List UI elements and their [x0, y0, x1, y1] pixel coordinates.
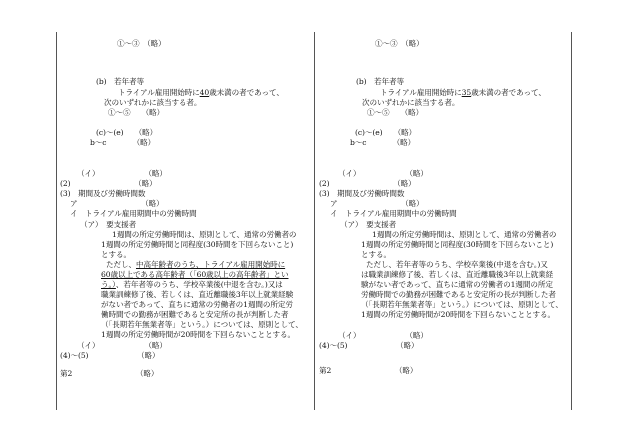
left-line-11: ア （略） [70, 199, 164, 208]
left-line-13: （ア） 要支援者 [80, 220, 137, 229]
left-line-01: ①～③ （略） [117, 39, 166, 48]
left-line-27: 第2 （略） [60, 369, 159, 378]
right-line-20: 労働時間での勤務が困難であると安定所の長が判断した者 [361, 290, 556, 299]
right-line-08: （イ） （略） [338, 169, 428, 178]
left-line-15: 1週間の所定労働時間と同程度(30時間を下回らないこと) [101, 240, 294, 249]
right-line-07: b～c （略） [350, 138, 416, 147]
right-line-03-a: トライアル雇用開始時に [380, 88, 462, 97]
left-line-03-a: トライアル雇用開始時に [118, 88, 200, 97]
left-line-06: (c)～(e) （略） [96, 128, 158, 137]
right-line-06: (c)～(e) （略） [355, 128, 417, 137]
right-line-16: とする。 [361, 250, 391, 259]
right-line-11: ア （略） [330, 199, 424, 208]
left-line-03 [118, 88, 284, 98]
left-line-25: （イ） （略） [77, 341, 167, 350]
right-line-15: 1週間の所定労働時間と同程度(30時間を下回らないこと) [361, 240, 554, 249]
left-line-21: がない者であって、直ちに通常の労働者の1週間の所定労 [101, 300, 293, 309]
right-line-14: 1週間の所定労働時間は、原則として、通常の労働者の [372, 230, 557, 239]
left-line-07: b～c （略） [90, 138, 156, 147]
left-line-19-a: う。） [101, 280, 116, 289]
right-line-09: (2) （略） [319, 179, 416, 188]
left-line-23: （「長期若年無業者等」という。）については、原則として、 [101, 320, 303, 329]
right-line-19: 験がない者であって、直ちに通常の労働者の1週間の所定 [361, 280, 553, 289]
right-line-23: （イ） （略） [338, 331, 428, 340]
right-column-rule [571, 32, 572, 410]
right-line-18: は職業訓練修了後、若しくは、直近離職後3年以上就業経 [361, 270, 554, 279]
right-line-03 [380, 88, 546, 98]
right-line-10: (3) 期間及び労働時間数 [319, 189, 405, 198]
right-line-04: 次のいずれかに該当する者。 [362, 98, 460, 107]
right-line-22: 1週間の所定労働時間が20時間を下回らないこととする。 [361, 310, 556, 319]
left-line-10: (3) 期間及び労働時間数 [60, 189, 146, 198]
left-line-14: 1週間の所定労働時間は、原則として、通常の労働者の [112, 230, 297, 239]
left-line-26: (4)～(5) （略） [60, 351, 160, 360]
right-line-17: ただし、若年者等のうち、学校卒業後(中退を含む。)又 [366, 260, 548, 269]
right-young-heading: (b) 若年者等 [356, 77, 404, 86]
left-line-05: ①～⑤ （略） [108, 108, 165, 117]
center-column-rule [314, 32, 315, 410]
right-line-12: イ トライアル雇用期間中の労働時間 [330, 209, 457, 218]
left-line-19-b: 、若年者等のうち、学校卒業後(中退を含む。)又は [115, 280, 283, 289]
left-line-24: 1週間の所定労働時間が20時間を下回らないこととする。 [101, 330, 296, 339]
right-line-13: （ア） 要支援者 [340, 220, 397, 229]
right-line-24: (4)～(5) （略） [319, 341, 419, 350]
left-line-03-c: 歳未満の者であって、 [209, 88, 284, 97]
left-line-17-b: 中高年齢者のうち、トライアル雇用開始時に [135, 260, 286, 269]
left-line-20: 職業訓練修了後、若しくは、直近離職後3年以上就業経験 [101, 290, 294, 299]
right-line-03-c: 歳未満の者であって、 [471, 88, 546, 97]
left-line-12: イ トライアル雇用期間中の労働時間 [70, 209, 197, 218]
left-line-17-a: ただし、 [106, 260, 136, 269]
right-line-25: 第2 （略） [319, 366, 418, 375]
right-line-21: （「長期若年無業者等」という。）については、原則として、 [361, 300, 563, 309]
left-line-18: 60歳以上である高年齢者（「60歳以上の高年齢者」とい [101, 270, 289, 279]
left-line-19 [101, 280, 283, 290]
right-age-35: 35 [461, 88, 472, 97]
left-line-09: (2) （略） [60, 179, 157, 188]
left-column-rule [56, 32, 57, 410]
left-age-40: 40 [199, 88, 210, 97]
left-line-04: 次のいずれかに該当する者。 [104, 98, 202, 107]
left-line-16: とする。 [101, 250, 131, 259]
right-line-05: ①～⑤ （略） [367, 108, 424, 117]
left-line-08: （イ） （略） [77, 169, 167, 178]
left-young-heading: (b) 若年者等 [96, 77, 144, 86]
left-line-22: 働時間での勤務が困難であると安定所の長が判断した者 [101, 310, 289, 319]
right-line-01: ①～③ （略） [375, 39, 424, 48]
left-line-17 [106, 260, 285, 270]
